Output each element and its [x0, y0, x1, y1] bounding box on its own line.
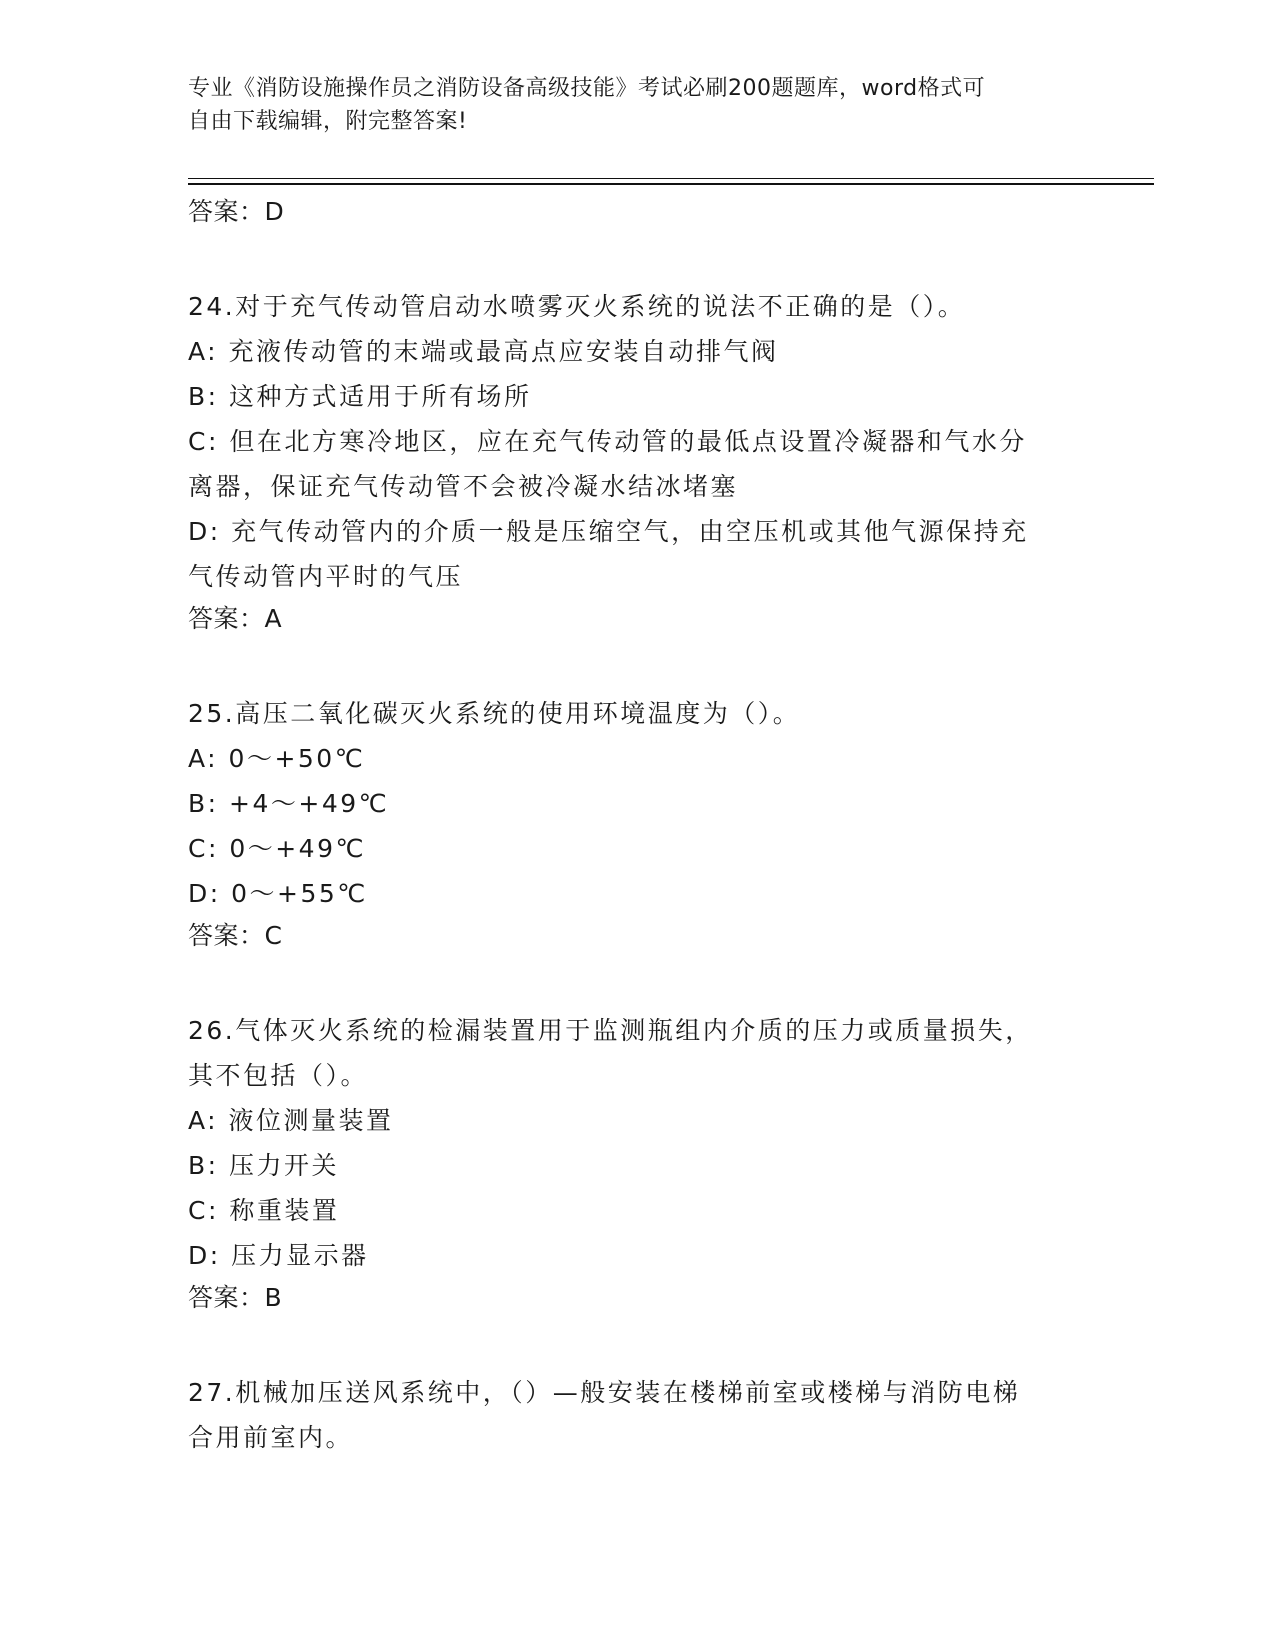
question-stem: 其不包括（）。 — [188, 1061, 369, 1090]
question-stem: 24.对于充气传动管启动水喷雾灭火系统的说法不正确的是（）。 — [188, 292, 966, 321]
question-stem: 26.气体灭火系统的检漏装置用于监测瓶组内介质的压力或质量损失， — [188, 1016, 1033, 1045]
header-divider-thin — [188, 178, 1154, 179]
answer-option: C: 0～+49℃ — [188, 834, 367, 863]
answer-option: 离器，保证充气传动管不会被冷凝水结冰堵塞 — [188, 472, 739, 501]
question-block — [188, 284, 1088, 639]
header-divider-thick — [188, 183, 1154, 185]
answer-line: 答案：A — [188, 604, 283, 633]
answer-option: C: 但在北方寒冷地区，应在充气传动管的最低点设置冷凝器和气水分 — [188, 427, 1027, 456]
answer-line: 答案：B — [188, 1283, 283, 1312]
answer-option: D: 0～+55℃ — [188, 879, 368, 908]
answer-option: B: 这种方式适用于所有场所 — [188, 382, 532, 411]
answer-option: B: 压力开关 — [188, 1151, 340, 1180]
question-spacer — [188, 639, 1088, 691]
question-stem: 25.高压二氧化碳灭火系统的使用环境温度为（）。 — [188, 699, 801, 728]
question-block — [188, 1008, 1088, 1318]
question-stem: 合用前室内。 — [188, 1423, 354, 1452]
answer-option: D: 压力显示器 — [188, 1241, 369, 1270]
answer-line: 答案：C — [188, 921, 283, 950]
question-block — [188, 1370, 1088, 1460]
answer-option: C: 称重装置 — [188, 1196, 340, 1225]
question-list — [188, 192, 1088, 1460]
question-stem: 27.机械加压送风系统中，（）—般安装在楼梯前室或楼梯与消防电梯 — [188, 1378, 1021, 1407]
header-line-2: 自由下载编辑，附完整答案! — [188, 109, 468, 134]
answer-option: D: 充气传动管内的介质一般是压缩空气，由空压机或其他气源保持充 — [188, 517, 1029, 546]
document-header — [188, 72, 1088, 138]
answer-line: 答案：D — [188, 197, 285, 226]
question-spacer — [188, 1318, 1088, 1370]
header-line-1: 专业《消防设施操作员之消防设备高级技能》考试必刷200题题库，word格式可 — [188, 76, 986, 101]
question-block — [188, 691, 1088, 956]
question-spacer — [188, 232, 1088, 284]
answer-option: 气传动管内平时的气压 — [188, 562, 464, 591]
answer-option: A: 充液传动管的末端或最高点应安装自动排气阀 — [188, 337, 779, 366]
answer-option: B: +4～+49℃ — [188, 789, 390, 818]
answer-option: A: 0～+50℃ — [188, 744, 366, 773]
question-spacer — [188, 956, 1088, 1008]
answer-option: A: 液位测量装置 — [188, 1106, 394, 1135]
